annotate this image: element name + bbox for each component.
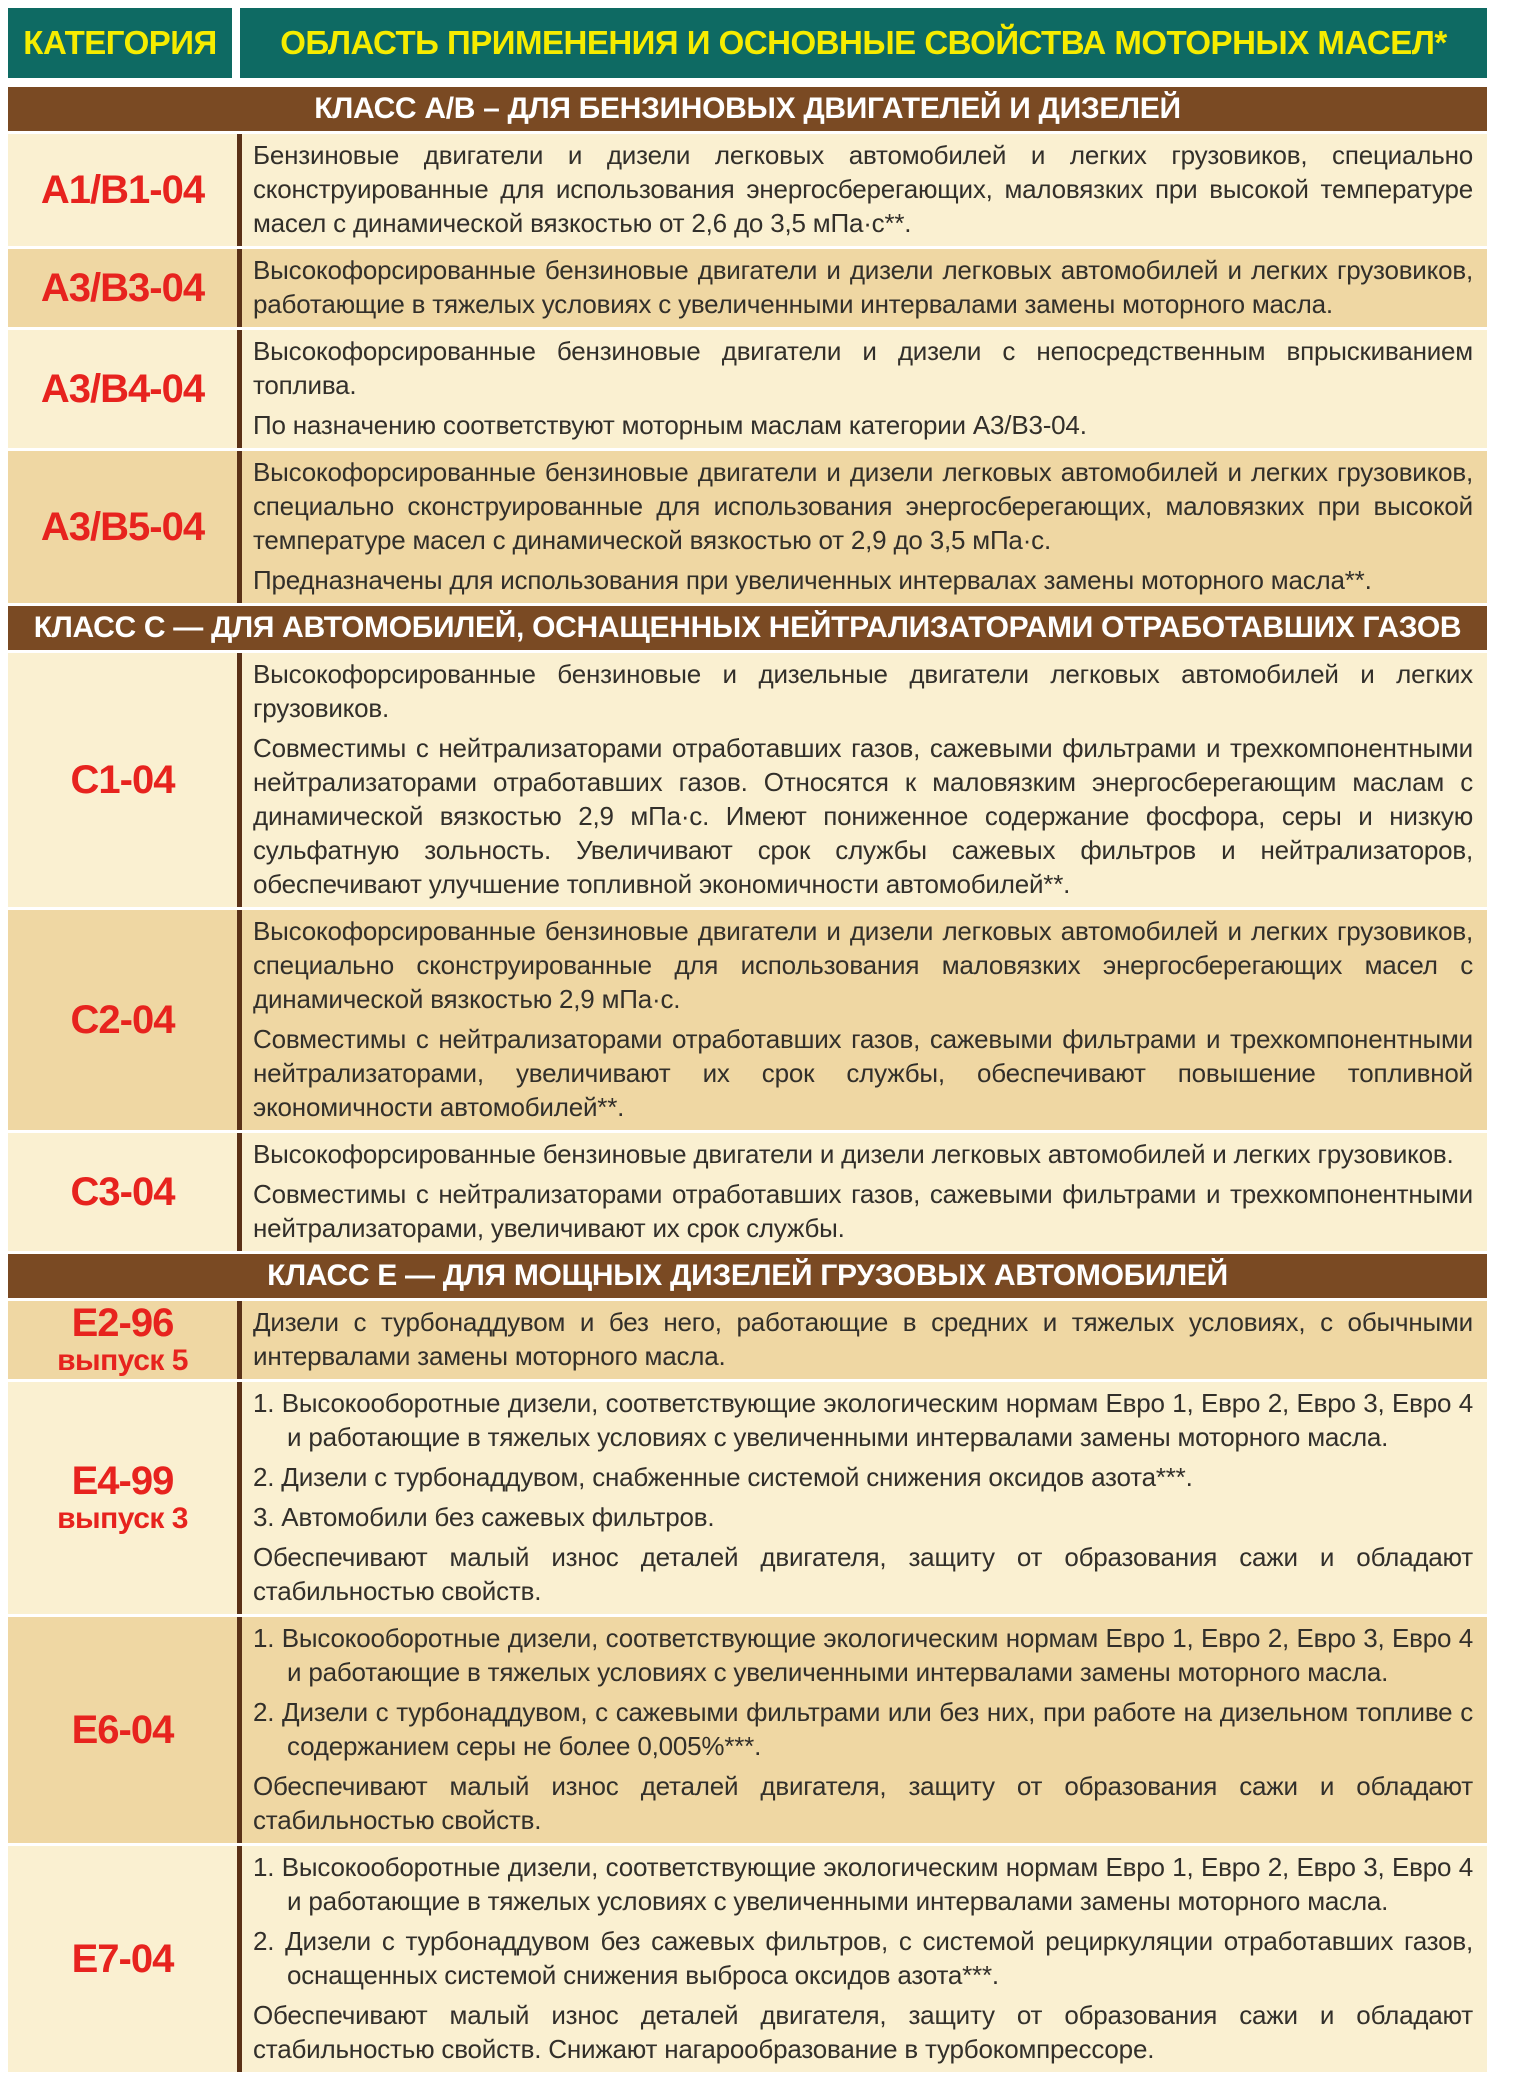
table-row-e2-96 xyxy=(8,1301,1487,1379)
category-label: С3-04 xyxy=(70,1170,175,1214)
table-row-a1b1-04 xyxy=(8,134,1487,246)
description-paragraph: Предназначены для использования при увеличенных интервалах замены моторного масла**. xyxy=(253,565,1372,595)
category-sublabel: выпуск 3 xyxy=(57,1501,188,1535)
table-row-a3b3-04 xyxy=(8,249,1487,327)
section-header-class-e: КЛАСС Е — ДЛЯ МОЩНЫХ ДИЗЕЛЕЙ ГРУЗОВЫХ АВТОМОБИЛЕЙ xyxy=(8,1254,1487,1298)
description-paragraph: Высокофорсированные бензиновые и дизельные двигатели легковых автомобилей и легких грузовиков. xyxy=(253,659,1473,723)
description-paragraph: Высокофорсированные бензиновые двигатели и дизели легковых автомобилей и легких грузовиков. xyxy=(253,1139,1454,1169)
description-paragraph: Обеспечивают малый износ деталей двигателя, защиту от образования сажи и обладают стабильностью свойств. xyxy=(253,1771,1473,1835)
description-paragraph: Высокофорсированные бензиновые двигатели и дизели легковых автомобилей и легких грузовиков, специально сконструированные для использования маловязких энергосберегающих масел с динамической вязкостью 2,9 мПа·с. xyxy=(253,916,1473,1014)
description-cell xyxy=(237,1382,1487,1614)
table-row-e6-04 xyxy=(8,1617,1487,1843)
description-cell xyxy=(237,451,1487,603)
category-sublabel: выпуск 5 xyxy=(57,1343,188,1377)
category-label: Е2-96 xyxy=(71,1300,174,1345)
category-label: С1-04 xyxy=(70,758,175,802)
description-paragraph: Совместимы с нейтрализаторами отработавших газов, сажевыми фильтрами и трехкомпонентными нейтрализаторами, увеличивают их срок службы. xyxy=(253,1179,1473,1243)
category-label: С2-04 xyxy=(70,998,175,1042)
category-cell xyxy=(8,1301,237,1379)
category-cell xyxy=(8,451,237,603)
category-cell xyxy=(8,330,237,448)
description-paragraph: Обеспечивают малый износ деталей двигателя, защиту от образования сажи и обладают стабильностью свойств. xyxy=(253,1542,1473,1606)
section-header-class-c: КЛАСС С — ДЛЯ АВТОМОБИЛЕЙ, ОСНАЩЕННЫХ НЕЙТРАЛИЗАТОРАМИ ОТРАБОТАВШИХ ГАЗОВ xyxy=(8,606,1487,650)
category-cell xyxy=(8,910,237,1130)
category-label: А1/В1-04 xyxy=(40,168,205,212)
category-label: Е6-04 xyxy=(71,1708,174,1752)
description-paragraph: Совместимы с нейтрализаторами отработавших газов, сажевыми фильтрами и трехкомпонентными нейтрализаторами отработавших газов. Относятся к маловязким энергосберегающим маслам с динамической вязкостью 2,9 мПа·с. Имеют пониженное содержание фосфора, серы и низкую сульфатную зольность. Увеличивают срок службы сажевых фильтров и нейтрализаторов, обеспечивают улучшение топливной экономичности автомобилей**. xyxy=(253,733,1473,899)
description-cell xyxy=(237,1617,1487,1843)
description-cell xyxy=(237,330,1487,448)
category-label: А3/В5-04 xyxy=(40,505,205,549)
category-label: Е7-04 xyxy=(71,1937,174,1981)
table-row-c3-04 xyxy=(8,1133,1487,1251)
description-paragraph: Высокофорсированные бензиновые двигатели и дизели легковых автомобилей и легких грузовиков, работающие в тяжелых условиях с увеличенными интервалами замены моторного масла. xyxy=(253,255,1473,319)
category-cell xyxy=(8,1617,237,1843)
column-header-scope: ОБЛАСТЬ ПРИМЕНЕНИЯ И ОСНОВНЫЕ СВОЙСТВА МОТОРНЫХ МАСЕЛ* xyxy=(240,8,1487,78)
table-row-c2-04 xyxy=(8,910,1487,1130)
description-paragraph: Бензиновые двигатели и дизели легковых автомобилей и легких грузовиков, специально сконструированные для использования энергосберегающих, маловязких при высокой температуре масел с динамической вязкостью от 2,6 до 3,5 мПа·с**. xyxy=(253,140,1473,238)
table-row-e4-99 xyxy=(8,1382,1487,1614)
description-list-item: 2. Дизели с турбонаддувом, снабженные системой снижения оксидов азота***. xyxy=(253,1462,1193,1492)
column-header-category: КАТЕГОРИЯ xyxy=(8,8,232,78)
description-list-item: 3. Автомобили без сажевых фильтров. xyxy=(253,1502,715,1532)
description-list-item: 1. Высокооборотные дизели, соответствующие экологическим нормам Евро 1, Евро 2, Евро 3, Евро 4 и работающие в тяжелых условиях с увеличенными интервалами замены моторного масла. xyxy=(253,1388,1473,1452)
category-label: Е4-99 xyxy=(71,1458,174,1503)
description-paragraph: Обеспечивают малый износ деталей двигателя, защиту от образования сажи и обладают стабильностью свойств. Снижают нагарообразование в турбокомпрессоре. xyxy=(253,2000,1473,2064)
category-label: А3/В3-04 xyxy=(40,266,205,310)
description-paragraph: Совместимы с нейтрализаторами отработавших газов, сажевыми фильтрами и трехкомпонентными нейтрализаторами, увеличивают их срок службы, обеспечивают повышение топливной экономичности автомобилей**. xyxy=(253,1024,1473,1122)
table-row-c1-04 xyxy=(8,653,1487,907)
category-cell xyxy=(8,1846,237,2072)
description-list-item: 1. Высокооборотные дизели, соответствующие экологическим нормам Евро 1, Евро 2, Евро 3, Евро 4 и работающие в тяжелых условиях с увеличенными интервалами замены моторного масла. xyxy=(253,1623,1473,1687)
description-paragraph: Высокофорсированные бензиновые двигатели и дизели легковых автомобилей и легких грузовиков, специально сконструированные для использования энергосберегающих, маловязких при высокой температуре масел с динамической вязкостью от 2,9 до 3,5 мПа·с. xyxy=(253,457,1473,555)
category-label: А3/В4-04 xyxy=(40,367,205,411)
description-cell xyxy=(237,1846,1487,2072)
description-cell xyxy=(237,910,1487,1130)
description-cell xyxy=(237,1133,1487,1251)
category-cell xyxy=(8,249,237,327)
oil-classification-table xyxy=(8,8,1487,2075)
description-cell xyxy=(237,249,1487,327)
category-cell xyxy=(8,1382,237,1614)
description-cell xyxy=(237,134,1487,246)
table-row-e7-04 xyxy=(8,1846,1487,2072)
table-row-a3b4-04 xyxy=(8,330,1487,448)
description-cell xyxy=(237,653,1487,907)
table-row-a3b5-04 xyxy=(8,451,1487,603)
description-paragraph: Дизели с турбонаддувом и без него, работающие в средних и тяжелых условиях, с обычными интервалами замены моторного масла. xyxy=(253,1307,1473,1371)
description-list-item: 2. Дизели с турбонаддувом без сажевых фильтров, с системой рециркуляции отработавших газов, оснащенных системой снижения выброса оксидов азота***. xyxy=(253,1926,1473,1990)
section-header-class-ab: КЛАСС А/В – ДЛЯ БЕНЗИНОВЫХ ДВИГАТЕЛЕЙ И ДИЗЕЛЕЙ xyxy=(8,87,1487,131)
table-header-row xyxy=(8,8,1487,78)
category-cell xyxy=(8,1133,237,1251)
description-list-item: 2. Дизели с турбонаддувом, с сажевыми фильтрами или без них, при работе на дизельном топливе с содержанием серы не более 0,005%***. xyxy=(253,1697,1473,1761)
category-cell xyxy=(8,653,237,907)
description-paragraph: По назначению соответствуют моторным маслам категории А3/В3-04. xyxy=(253,410,1087,440)
category-cell xyxy=(8,134,237,246)
description-cell xyxy=(237,1301,1487,1379)
description-list-item: 1. Высокооборотные дизели, соответствующие экологическим нормам Евро 1, Евро 2, Евро 3, Евро 4 и работающие в тяжелых условиях с увеличенными интервалами замены моторного масла. xyxy=(253,1852,1473,1916)
description-paragraph: Высокофорсированные бензиновые двигатели и дизели с непосредственным впрыскиванием топлива. xyxy=(253,336,1473,400)
